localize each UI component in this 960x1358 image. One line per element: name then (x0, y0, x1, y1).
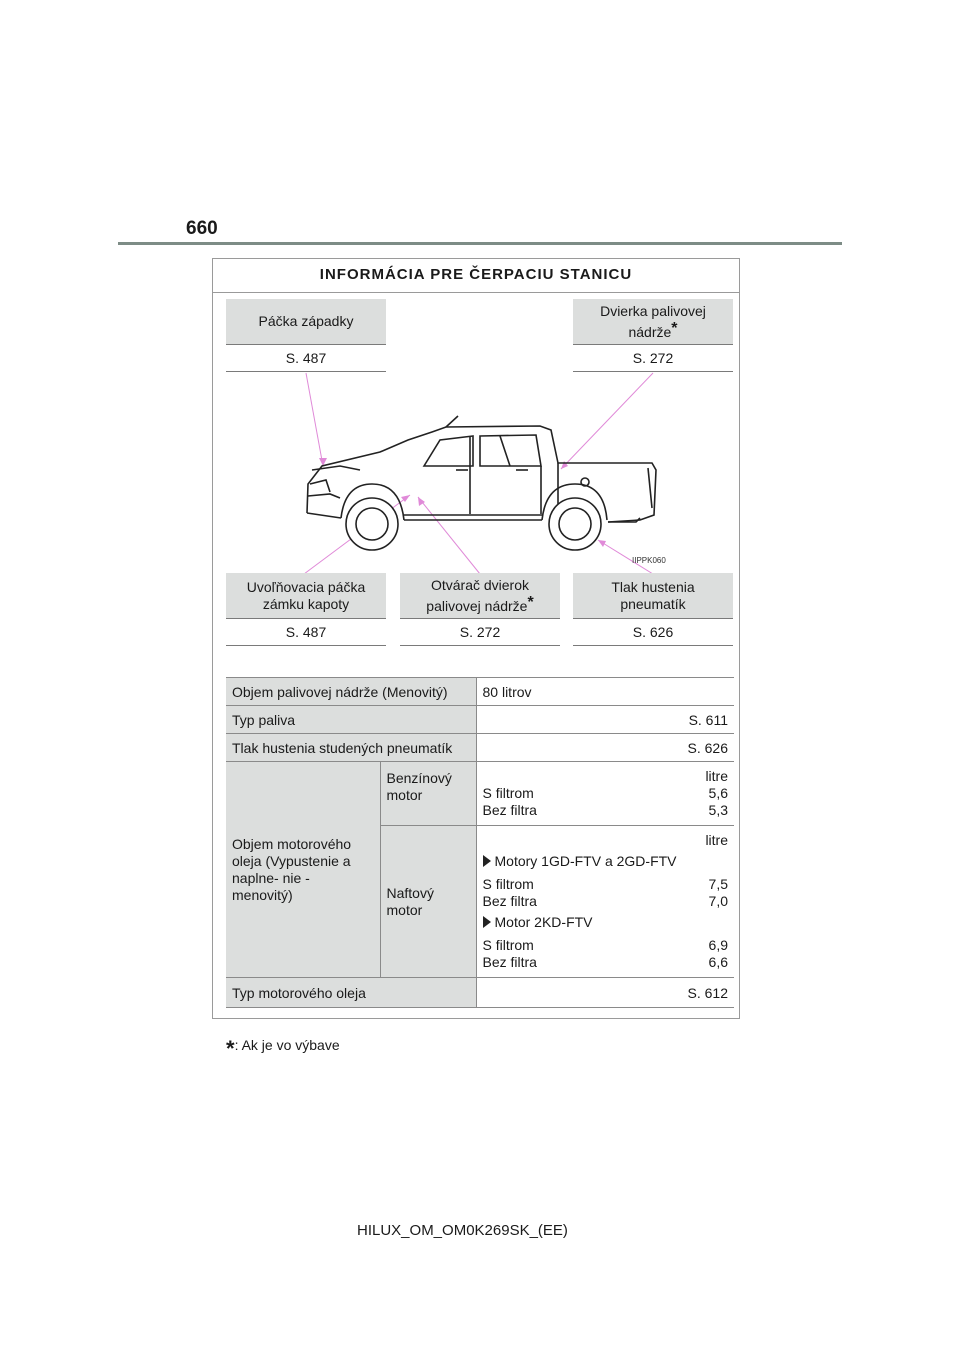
callout-label: Uvoľňovacia páčka zámku kapoty (246, 578, 366, 612)
fuel-capacity-label: Objem palivovej nádrže (Menovitý) (226, 678, 476, 706)
callout-fuel-door (573, 299, 733, 372)
footnote (226, 1036, 340, 1062)
table-row (226, 706, 734, 734)
wheels (346, 498, 601, 550)
fuel-capacity-value: 80 litrov (476, 678, 734, 706)
tire-pressure-value[interactable]: S. 626 (476, 734, 734, 762)
callout-page-ref[interactable]: S. 626 (573, 619, 733, 646)
triangle-bullet-icon (483, 916, 491, 928)
box-title: INFORMÁCIA PRE ČERPACIU STANICU (213, 259, 739, 293)
petrol-engine-values (476, 762, 734, 826)
table-row (226, 678, 734, 706)
callout-label: Otvárač dvierok palivovej nádrže* (426, 576, 534, 614)
callout-latch-lever (226, 299, 386, 372)
footnote-marker: * (226, 1036, 235, 1061)
list-item: S filtrom 7,5 (482, 876, 728, 892)
triangle-bullet-icon (483, 855, 491, 867)
diesel-engine-label: Naftový motor (380, 826, 476, 978)
page-number: 660 (186, 218, 218, 239)
asterisk-marker: * (671, 319, 678, 337)
figure-code: IIPPK060 (632, 556, 666, 565)
engine-group-title: Motor 2KD-FTV (483, 914, 729, 931)
callout-page-ref[interactable]: S. 487 (226, 345, 386, 372)
oil-capacity-label: Objem motorového oleja (Vypustenie a naplne- nie - menovitý) (226, 762, 380, 978)
fuel-type-value[interactable]: S. 611 (476, 706, 734, 734)
callout-page-ref[interactable]: S. 487 (226, 619, 386, 646)
unit-label: litre (705, 832, 728, 848)
spec-table (226, 677, 734, 1008)
footnote-text: : Ak je vo výbave (234, 1037, 340, 1053)
table-row (226, 734, 734, 762)
asterisk-marker: * (527, 593, 534, 611)
callout-hood-release (226, 573, 386, 646)
diesel-engine-values (476, 826, 734, 978)
engine-group-title: Motory 1GD-FTV a 2GD-FTV (483, 853, 729, 870)
fuel-type-label: Typ paliva (226, 706, 476, 734)
table-row (226, 762, 734, 826)
callout-label: Páčka západky (258, 313, 354, 329)
list-item: Bez filtra 7,0 (482, 893, 728, 909)
list-item: Bez filtra 6,6 (482, 954, 728, 970)
callout-label: Tlak hustenia pneumatík (611, 578, 695, 612)
list-item: S filtrom 6,9 (482, 937, 728, 953)
petrol-engine-label: Benzínový motor (380, 762, 476, 826)
callout-label: Dvierka palivovej nádrže* (600, 302, 706, 340)
unit-label: litre (705, 768, 728, 784)
table-row (226, 978, 734, 1008)
callout-fuel-door-opener (400, 573, 560, 646)
list-item: S filtrom 5,6 (482, 785, 728, 801)
tire-pressure-label: Tlak hustenia studených pneumatík (226, 734, 476, 762)
document-code: HILUX_OM_OM0K269SK_(EE) (357, 1222, 568, 1239)
callout-page-ref[interactable]: S. 272 (400, 619, 560, 646)
oil-type-label: Typ motorového oleja (226, 978, 476, 1008)
oil-type-value[interactable]: S. 612 (476, 978, 734, 1008)
callout-page-ref[interactable]: S. 272 (573, 345, 733, 372)
list-item: Bez filtra 5,3 (482, 802, 728, 818)
callout-tire-pressure (573, 573, 733, 646)
